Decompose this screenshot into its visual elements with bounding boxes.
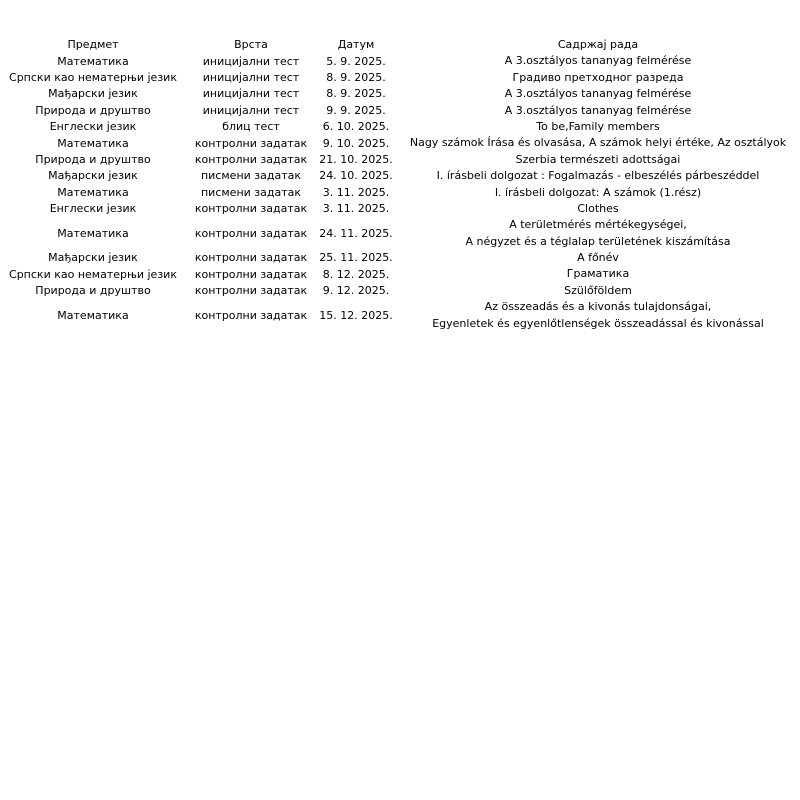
table-row (0, 250, 800, 266)
table-row (0, 119, 800, 135)
cell-content (396, 119, 800, 135)
cell-date: 9. 10. 2025. (322, 136, 390, 150)
cell-date: 8. 9. 2025. (326, 87, 386, 101)
cell-date: 25. 11. 2025. (319, 251, 393, 265)
cell-type: писмени задатак (200, 185, 302, 199)
content-line: I. írásbeli dolgozat: A számok (1.rész) (494, 185, 702, 199)
cell-subject: Српски као нематерњи језик (9, 267, 177, 281)
table-row (0, 135, 800, 151)
cell-date: 9. 9. 2025. (326, 103, 386, 117)
content-line: I. írásbeli dolgozat : Fogalmazás - elbeszélés párbeszéddel (436, 169, 760, 183)
table-row (0, 53, 800, 69)
content-line: A négyzet és a téglalap területének kiszámítása (465, 234, 731, 248)
table-row (0, 266, 800, 282)
header-type: Врста (234, 38, 268, 52)
cell-content (396, 70, 800, 86)
content-line: A 3.osztályos tananyag felmérése (504, 87, 692, 101)
table-header-row (0, 37, 800, 53)
cell-type: иницијални тест (202, 54, 300, 68)
content-line: Szerbia természeti adottságai (515, 152, 681, 166)
header-subject: Предмет (67, 38, 119, 52)
content-line: To be,Family members (536, 119, 660, 133)
cell-type: контролни задатак (194, 152, 308, 166)
table-row (0, 201, 800, 217)
cell-subject: Природа и друштво (35, 284, 151, 298)
table-body (0, 53, 800, 332)
cell-content (396, 283, 800, 299)
cell-content (396, 250, 800, 266)
content-line: A 3.osztályos tananyag felmérése (504, 54, 692, 68)
cell-content (396, 135, 800, 151)
cell-subject: Математика (57, 308, 129, 322)
cell-subject: Математика (57, 136, 129, 150)
content-line: A területmérés mértékegységei, (509, 218, 687, 232)
cell-type: контролни задатак (194, 308, 308, 322)
cell-subject: Мађарски језик (48, 251, 138, 265)
schedule-table (0, 37, 800, 332)
cell-subject: Математика (57, 185, 129, 199)
cell-type: иницијални тест (202, 103, 300, 117)
table-row (0, 103, 800, 119)
cell-subject: Математика (57, 54, 129, 68)
content-line: Градиво претходног разреда (512, 70, 684, 84)
cell-type: контролни задатак (194, 251, 308, 265)
cell-subject: Енглески језик (49, 120, 137, 134)
cell-subject: Природа и друштво (35, 103, 151, 117)
cell-date: 24. 11. 2025. (319, 226, 393, 240)
content-line: Nagy számok Írása és olvasása, A számok helyi értéke, Az osztályok (409, 136, 787, 150)
cell-type: контролни задатак (194, 226, 308, 240)
cell-type: иницијални тест (202, 87, 300, 101)
cell-date: 8. 9. 2025. (326, 70, 386, 84)
cell-subject: Српски као нематерњи језик (9, 70, 177, 84)
cell-content (396, 299, 800, 332)
cell-subject: Математика (57, 226, 129, 240)
cell-content (396, 103, 800, 119)
cell-date: 3. 11. 2025. (322, 202, 390, 216)
cell-content (396, 152, 800, 168)
table-row (0, 168, 800, 184)
cell-date: 21. 10. 2025. (319, 152, 393, 166)
content-line: Az összeadás és a kivonás tulajdonságai, (484, 300, 712, 314)
content-line: A főnév (577, 251, 619, 265)
cell-date: 3. 11. 2025. (322, 185, 390, 199)
cell-date: 9. 12. 2025. (322, 284, 390, 298)
cell-date: 24. 10. 2025. (319, 169, 393, 183)
cell-date: 5. 9. 2025. (326, 54, 386, 68)
table-row (0, 217, 800, 250)
cell-content (396, 217, 800, 250)
cell-content (396, 53, 800, 69)
cell-content (396, 266, 800, 282)
cell-content (396, 185, 800, 201)
header-date: Датум (337, 38, 375, 52)
content-line: Egyenletek és egyenlőtlenségek összeadással és kivonással (432, 316, 764, 330)
cell-type: контролни задатак (194, 284, 308, 298)
table-row (0, 283, 800, 299)
cell-subject: Мађарски језик (48, 169, 138, 183)
content-line: Clothes (577, 201, 619, 215)
table-row (0, 152, 800, 168)
cell-subject: Мађарски језик (48, 87, 138, 101)
cell-content (396, 86, 800, 102)
cell-type: писмени задатак (200, 169, 302, 183)
content-line: A 3.osztályos tananyag felmérése (504, 103, 692, 117)
header-content: Садржај рада (557, 38, 639, 52)
table-row (0, 185, 800, 201)
table-row (0, 70, 800, 86)
cell-date: 8. 12. 2025. (322, 267, 390, 281)
table-row (0, 86, 800, 102)
cell-type: блиц тест (222, 120, 280, 134)
cell-content (396, 201, 800, 217)
cell-type: контролни задатак (194, 136, 308, 150)
cell-subject: Природа и друштво (35, 152, 151, 166)
cell-date: 6. 10. 2025. (322, 120, 390, 134)
cell-content (396, 168, 800, 184)
cell-type: контролни задатак (194, 267, 308, 281)
cell-type: иницијални тест (202, 70, 300, 84)
content-line: Граматика (566, 267, 630, 281)
content-line: Szülőföldem (564, 283, 632, 297)
cell-subject: Енглески језик (49, 202, 137, 216)
cell-type: контролни задатак (194, 202, 308, 216)
table-row (0, 299, 800, 332)
cell-date: 15. 12. 2025. (319, 308, 393, 322)
